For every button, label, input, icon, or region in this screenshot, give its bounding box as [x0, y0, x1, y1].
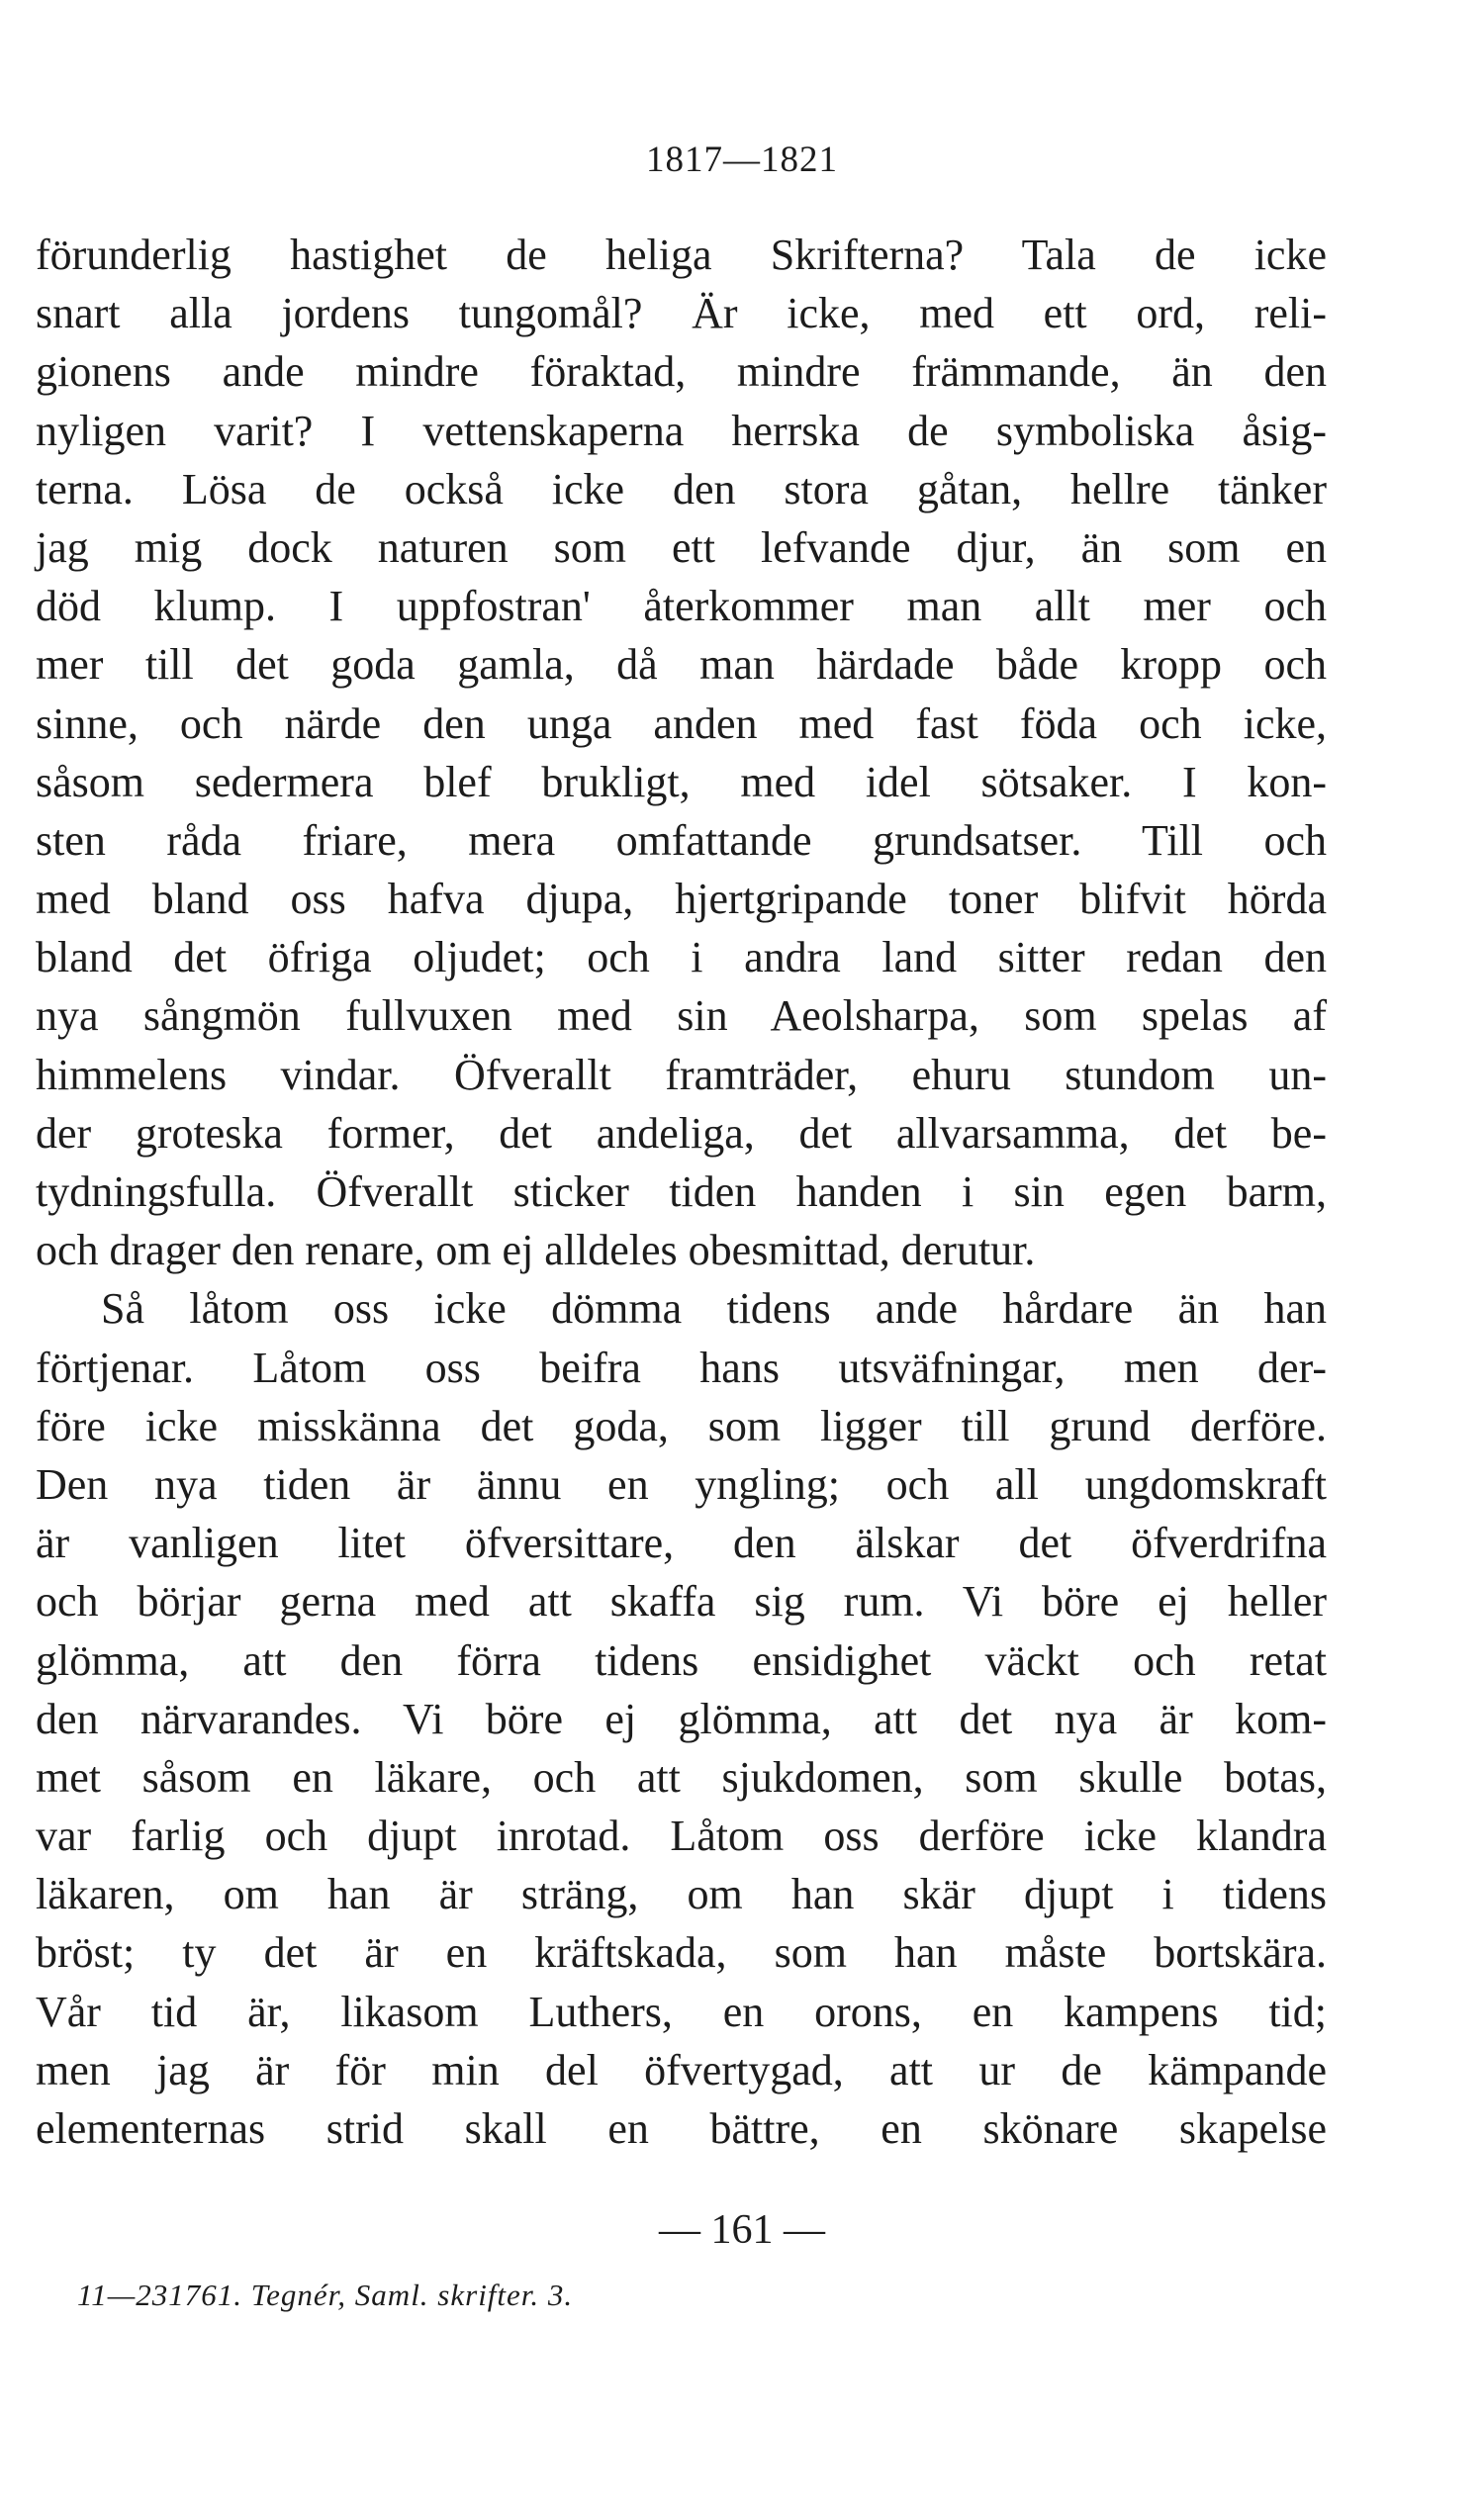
- text-line: förtjenar. Låtom oss beifra hans utsväfningar, men der-: [36, 1343, 1327, 1392]
- text-line: död klump. I uppfostran' återkommer man allt mer och: [36, 582, 1327, 631]
- text-line: nyligen varit? I vettenskaperna herrska de symboliska åsig-: [36, 406, 1327, 455]
- text-line: met såsom en läkare, och att sjukdomen, som skulle botas,: [36, 1752, 1327, 1802]
- printer-signature: 11—231761. Tegnér, Saml. skrifter. 3.: [77, 2278, 574, 2312]
- text-line: såsom sedermera blef brukligt, med idel sötsaker. I kon-: [36, 757, 1327, 806]
- text-line: med bland oss hafva djupa, hjertgripande toner blifvit hörda: [36, 875, 1327, 924]
- text-line: mer till det goda gamla, då man härdade både kropp och: [36, 640, 1327, 690]
- text-line: Den nya tiden är ännu en yngling; och all ungdomskraft: [36, 1459, 1327, 1509]
- text-line: förunderlig hastighet de heliga Skrifterna? Tala de icke: [36, 231, 1327, 279]
- text-line: Så låtom oss icke dömma tidens ande hårdare än han: [101, 1284, 1327, 1334]
- text-line: sinne, och närde den unga anden med fast föda och icke,: [36, 698, 1327, 748]
- running-head: 1817—1821: [646, 140, 838, 180]
- text-line: himmelens vindar. Öfverallt framträder, ehuru stundom un-: [36, 1050, 1327, 1099]
- text-line: var farlig och djupt inrotad. Låtom oss derföre icke klandra: [36, 1812, 1327, 1861]
- text-line: läkaren, om han är sträng, om han skär djupt i tidens: [36, 1870, 1327, 1919]
- text-line: elementernas strid skall en bättre, en skönare skapelse: [36, 2104, 1327, 2153]
- text-line: men jag är för min del öfvertygad, att ur de kämpande: [36, 2045, 1327, 2094]
- text-line: bland det öfriga oljudet; och i andra land sitter redan den: [36, 933, 1327, 982]
- text-line: Vår tid är, likasom Luthers, en orons, en kampens tid;: [36, 1987, 1327, 2036]
- text-line: sten råda friare, mera omfattande grundsatser. Till och: [36, 815, 1327, 865]
- text-line: der groteska former, det andeliga, det allvarsamma, det be-: [36, 1108, 1327, 1158]
- text-line: den närvarandes. Vi böre ej glömma, att det nya är kom-: [36, 1694, 1327, 1743]
- text-line: snart alla jordens tungomål? Är icke, med ett ord, reli-: [36, 289, 1327, 338]
- text-line: terna. Lösa de också icke den stora gåtan, hellre tänker: [36, 464, 1327, 513]
- text-line: och börjar gerna med att skaffa sig rum. Vi böre ej heller: [36, 1577, 1327, 1627]
- body-text: [36, 226, 1327, 2158]
- text-line: bröst; ty det är en kräftskada, som han måste bortskära.: [36, 1928, 1327, 1978]
- text-line: gionens ande mindre föraktad, mindre främmande, än den: [36, 347, 1327, 397]
- text-line: jag mig dock naturen som ett lefvande djur, än som en: [36, 522, 1327, 572]
- page-number: — 161 —: [659, 2207, 825, 2253]
- text-line: och drager den renare, om ej alldeles obesmittad, derutur.: [36, 1226, 1036, 1275]
- text-line: är vanligen litet öfversittare, den älskar det öfverdrifna: [36, 1519, 1327, 1568]
- text-line: tydningsfulla. Öfverallt sticker tiden handen i sin egen barm,: [36, 1167, 1327, 1216]
- text-line: nya sångmön fullvuxen med sin Aeolsharpa, som spelas af: [36, 991, 1327, 1041]
- text-line: glömma, att den förra tidens ensidighet väckt och retat: [36, 1635, 1327, 1685]
- text-line: före icke misskänna det goda, som ligger till grund derföre.: [36, 1401, 1327, 1450]
